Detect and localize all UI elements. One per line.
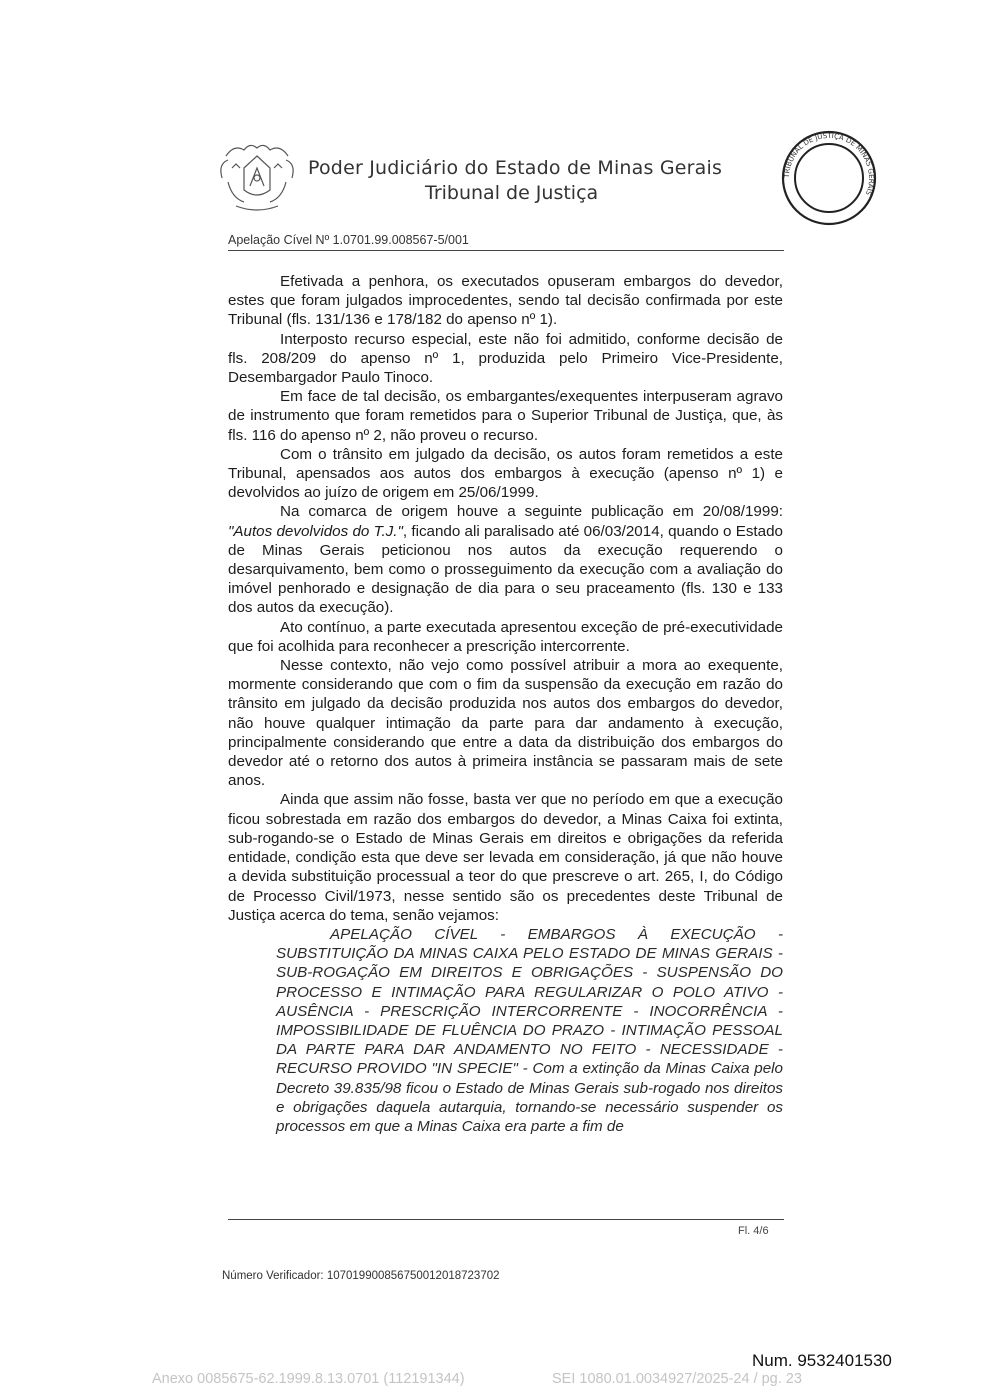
paragraph: Efetivada a penhora, os executados opuseram embargos do devedor, estes que foram julgados improcedentes, sendo tal decisão confirmada por este Tribunal (fls. 131/136 e 178/182 do apenso nº 1). — [228, 273, 783, 329]
page-number: Fl. 4/6 — [738, 1225, 769, 1237]
sei-reference: SEI 1080.01.0034927/2025-24 / pg. 23 — [552, 1371, 802, 1387]
annex-reference: Anexo 0085675-62.1999.8.13.0701 (112191344) — [152, 1371, 465, 1387]
paragraph: Com o trânsito em julgado da decisão, os autos foram remetidos a este Tribunal, apensados aos autos dos embargos à execução (apenso nº 1) e devolvidos ao juízo de origem em 25/06/1999. — [228, 445, 783, 502]
case-law-citation: APELAÇÃO CÍVEL - EMBARGOS À EXECUÇÃO - SUBSTITUIÇÃO DA MINAS CAIXA PELO ESTADO DE MINAS GERAIS - SUB-ROGAÇÃO EM DIREITOS E OBRIGAÇÕES - SUSPENSÃO DO PROCESSO E INTIMAÇÃO PARA REGULARIZAR O POLO ATIVO - AUSÊNCIA - PRESCRIÇÃO INTERCORRENTE - INOCORRÊNCIA - IMPOSSIBILIDADE DE FLUÊNCIA DO PRAZO - INTIMAÇÃO PESSOAL DA PARTE PARA DAR ANDAMENTO NO FEITO - NECESSIDADE - RECURSO PROVIDO "IN SPECIE" - Com a extinção da Minas Caixa pelo Decreto 39.835/98 ficou o Estado de Minas Gerais sub-rogado nos direitos e obrigações daquela autarquia, tornando-se necessário suspender os processos em que a Minas Caixa era parte a fim de — [276, 925, 783, 1135]
paragraph-rest: , ficando ali paralisado até 06/03/2014, quando o Estado de Minas Gerais peticionou nos autos da execução requerendo o desarquivamento, bem como o prosseguimento da execução com a avaliação do imóvel penhorado e designação de dia para o seu praceamento (fls. 130 e 133 dos autos da execução). — [228, 522, 783, 617]
header-divider — [228, 250, 784, 251]
paragraph: Nesse contexto, não vejo como possível atribuir a mora ao exequente, mormente considerando que com o fim da suspensão da execução em razão do trânsito em julgado da decisão produzida nos autos dos embargos do devedor, não houve qualquer intimação da parte para dar andamento à execução, principalmente considerando que entre a data da distribuição dos embargos do devedor até o retorno dos autos à primeira instância se passaram mais de sete anos. — [228, 657, 783, 790]
footer-divider — [228, 1219, 784, 1220]
coat-of-arms-logo — [214, 138, 300, 218]
paragraph: Ainda que assim não fosse, basta ver que no período em que a execução ficou sobrestada em razão dos embargos do devedor, a Minas Caixa foi extinta, sub-rogando-se o Estado de Minas Gerais em direitos e obrigações da referida entidade, condição esta que deve ser levada em consideração, já que não houve a devida substituição processual a teor do que prescreve o art. 265, I, do Código de Processo Civil/1973, nesse sentido são os precedentes deste Tribunal de Justiça acerca do tema, senão vejamos: — [228, 791, 783, 924]
document-number: Num. 9532401530 — [752, 1351, 892, 1370]
paragraph-intro: Na comarca de origem houve a seguinte publicação em 20/08/1999: — [280, 503, 783, 521]
document-body — [228, 272, 783, 1136]
court-seal-stamp — [779, 128, 879, 228]
quoted-publication: "Autos devolvidos do T.J." — [228, 522, 403, 540]
verification-number: Número Verificador: 10701990085675001201872370​2 — [222, 1270, 500, 1282]
paragraph: Ato contínuo, a parte executada apresentou exceção de pré-executividade que foi acolhida para reconhecer a prescrição intercorrente. — [228, 618, 783, 655]
paragraph: Em face de tal decisão, os embargantes/exequentes interpuseram agravo de instrumento que foram remetidos para o Superior Tribunal de Justiça, que, às fls. 116 do apenso nº 2, não proveu o recurso. — [228, 388, 783, 444]
paragraph: Interposto recurso especial, este não foi admitido, conforme decisão de fls. 208/209 do apenso nº 1, produzida pelo Primeiro Vice-Presidente, Desembargador Paulo Tinoco. — [228, 330, 783, 387]
seal-text: TRIBUNAL DE JUSTIÇA DE MINAS GERAIS — [782, 131, 876, 197]
case-reference: Apelação Cível Nº 1.0701.99.008567-5/001 — [228, 233, 469, 247]
court-subtitle: Tribunal de Justiça — [425, 182, 599, 204]
court-name: Poder Judiciário do Estado de Minas Gerais — [308, 157, 723, 179]
paragraph — [228, 502, 783, 617]
